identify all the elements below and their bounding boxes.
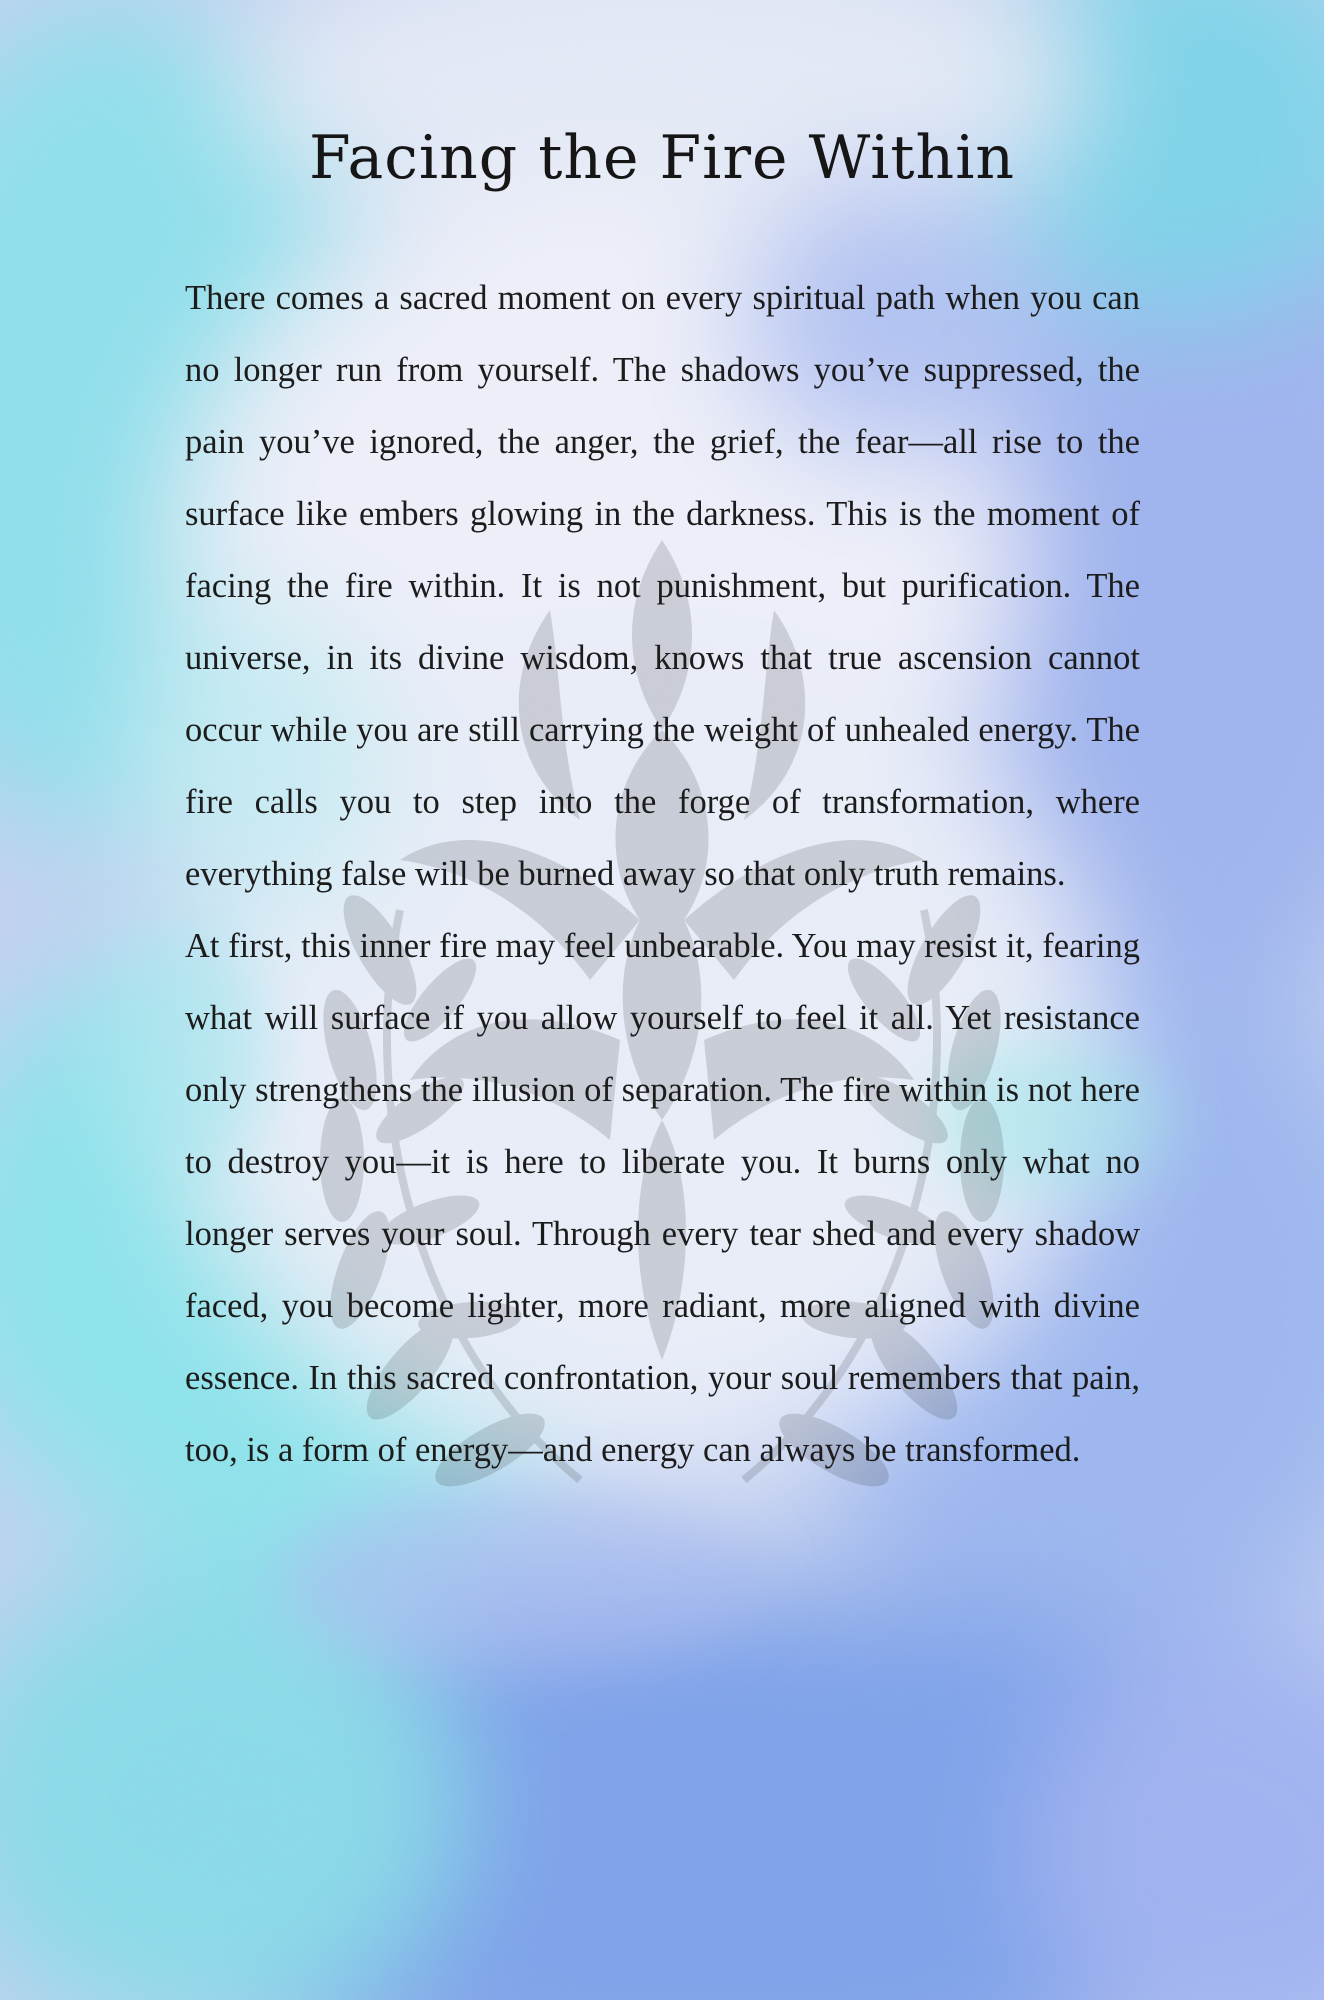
page-title: Facing the Fire Within <box>308 123 1016 193</box>
article-body <box>185 262 1140 1486</box>
paragraph-2: At first, this inner fire may feel unbearable. You may resist it, fearing what will surface if you allow yourself to feel it all. Yet resistance only strengthens the illusion of separation. The fire within is not here to destroy you—it is here to liberate you. It burns only what no longer serves your soul. Through every tear shed and every shadow faced, you become lighter, more radiant, more aligned with divine essence. In this sacred confrontation, your soul remembers that pain, too, is a form of energy—and energy can always be transformed. <box>185 927 1140 1469</box>
paragraph-1: There comes a sacred moment on every spiritual path when you can no longer run from yourself. The shadows you’ve suppressed, the pain you’ve ignored, the anger, the grief, the fear—all rise to the surface like embers glowing in the darkness. This is the moment of facing the fire within. It is not punishment, but purification. The universe, in its divine wisdom, knows that true ascension cannot occur while you are still carrying the weight of unhealed energy. The fire calls you to step into the forge of transformation, where everything false will be burned away so that only truth remains. <box>185 279 1140 893</box>
